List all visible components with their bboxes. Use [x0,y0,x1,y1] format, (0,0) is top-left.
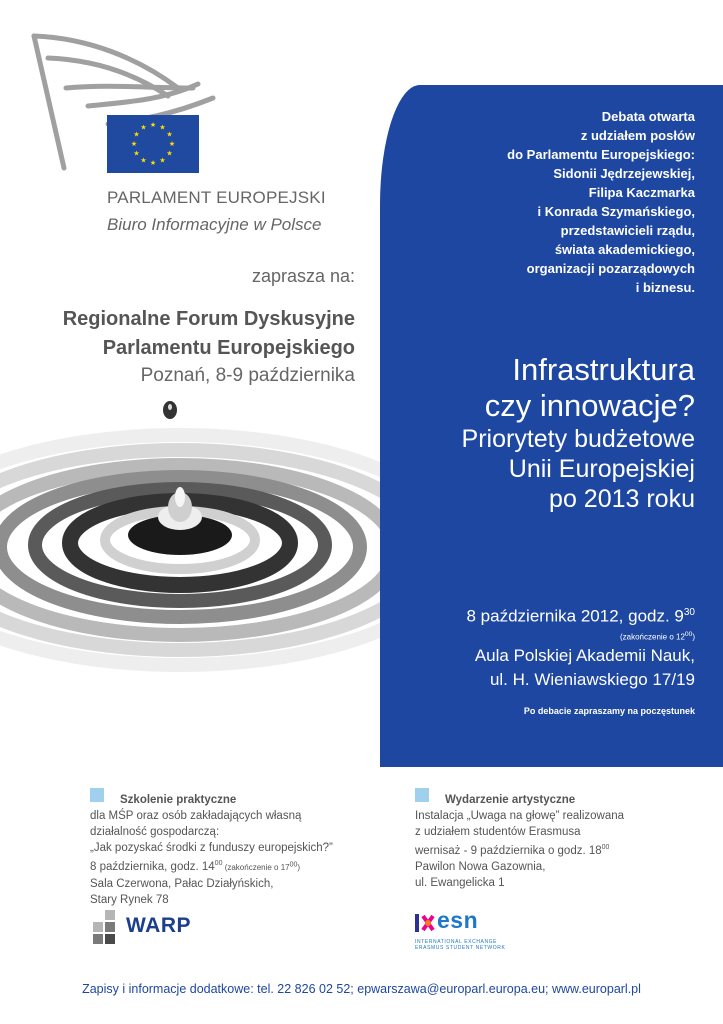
training-line: Sala Czerwona, Pałac Działyńskich, [90,877,274,890]
headline-line-4: Unii Europejskiej [508,455,695,483]
event-end-close: ) [692,632,695,642]
debate-line: Sidonii Jędrzejewskiej, [553,166,695,181]
forum-line-1: Regionalne Forum Dyskusyjne [62,308,355,330]
art-event-block [415,792,705,891]
debate-line: z udziałem posłów [580,128,695,143]
training-time-sup: 00 [214,860,223,867]
training-date-text: 8 października, godz. 14 [90,860,215,873]
svg-text:★: ★ [140,156,147,165]
art-line: ul. Ewangelicka 1 [415,876,505,889]
art-line: z udziałem studentów Erasmusa [415,826,581,838]
art-time-sup: 00 [601,844,610,851]
headline-line-2: czy innowacje? [484,388,695,423]
square-bullet-icon [415,788,429,802]
svg-text:★: ★ [140,123,147,132]
training-end-close: ) [297,862,301,872]
svg-text:★: ★ [133,149,140,158]
svg-text:★: ★ [168,140,176,148]
training-title: Szkolenie praktyczne [120,794,237,806]
office-name: Biuro Informacyjne w Polsce [107,215,322,234]
event-details [365,602,695,716]
event-end [365,628,695,645]
esn-tagline-2: ERASMUS STUDENT NETWORK [415,945,506,951]
event-date-text: 8 października 2012, godz. 9 [466,606,684,626]
esn-wordmark: esn [437,907,479,933]
svg-text:★: ★ [159,123,166,132]
warp-wordmark: WARP [126,914,191,937]
forum-line-2: Parlamentu Europejskiego [102,337,355,359]
warp-squares-icon [90,910,124,944]
debate-line: przedstawicieli rządu, [560,223,695,238]
esn-logo [415,907,525,954]
debate-headline [355,352,695,514]
art-date-text: wernisaż - 9 października o godz. 18 [415,844,602,857]
debate-line: i Konrada Szymańskiego, [537,204,695,219]
debate-line: świata akademickiego, [554,242,695,257]
event-end-sup: 00 [684,630,693,638]
debate-line: organizacji pozarządowych [526,261,695,276]
eu-flag [107,115,199,173]
event-address: ul. H. Wieniawskiego 17/19 [489,670,695,690]
svg-text:★: ★ [149,121,157,129]
invite-text: zaprasza na: [251,266,355,286]
training-block [90,792,380,908]
svg-text:★: ★ [166,130,173,139]
svg-text:★: ★ [149,159,157,167]
event-time-sup: 30 [683,607,695,618]
training-line: dla MŚP oraz osób zakładających własną [90,810,302,822]
art-title: Wydarzenie artystyczne [445,794,576,806]
square-bullet-icon [90,788,104,802]
contact-footer: Zapisy i informacje dodatkowe: tel. 22 826 02 52; epwarszawa@europarl.europa.eu; www.europarl.pl [82,982,641,996]
parliament-name: PARLAMENT EUROPEJSKI [107,188,326,207]
headline-line-1: Infrastruktura [512,352,695,387]
art-date [415,840,705,859]
event-note: Po debacie zapraszamy na poczęstunek [523,706,695,717]
training-line: „Jak pozyskać środki z funduszy europejskich?” [90,842,333,854]
art-line: Pawilon Nowa Gazownia, [415,860,546,873]
event-date [365,602,695,628]
headline-line-5: po 2013 roku [549,485,695,513]
debate-line: Filipa Kaczmarka [588,185,695,200]
event-venue: Aula Polskiej Akademii Nauk, [474,646,695,666]
art-line: Instalacja „Uwaga na głowę” realizowana [415,810,625,822]
debate-line: Debata otwarta [601,109,695,124]
debate-line: do Parlamentu Europejskiego: [507,147,695,162]
training-end-sup: 00 [289,861,298,869]
svg-text:★: ★ [130,140,138,148]
esn-tagline-1: INTERNATIONAL EXCHANGE [415,939,498,945]
training-line: Stary Rynek 78 [90,893,169,906]
training-line: działalność gospodarczą: [90,826,220,838]
warp-logo [90,910,210,944]
headline-line-3: Priorytety budżetowe [461,425,695,453]
training-end-text: (zakończenie o 17 [222,862,290,872]
svg-text:★: ★ [159,156,166,165]
training-date [90,856,380,876]
debate-description [395,107,695,297]
event-end-text: (zakończenie o 12 [619,632,685,642]
debate-line: i biznesu. [635,280,695,295]
esn-star-icon [415,912,437,934]
forum-place-date: Poznań, 8-9 października [140,365,355,386]
forum-title [0,305,355,389]
svg-text:★: ★ [166,149,173,158]
svg-text:★: ★ [133,130,140,139]
